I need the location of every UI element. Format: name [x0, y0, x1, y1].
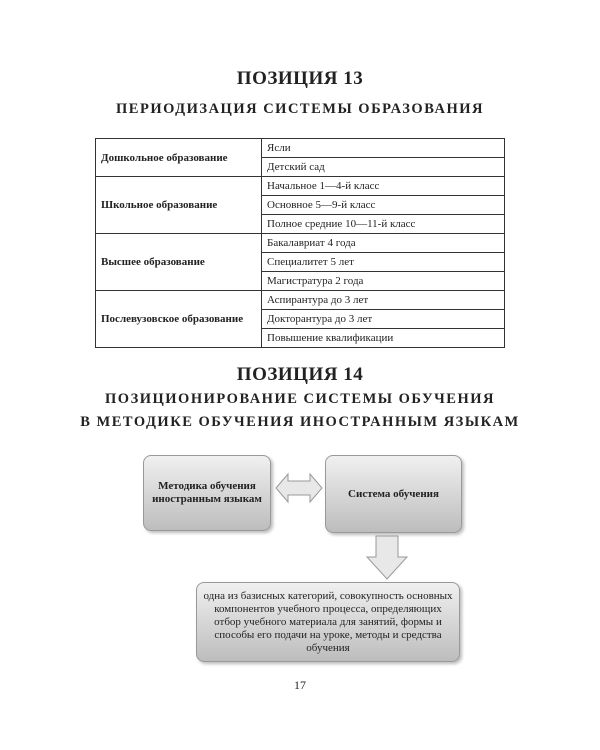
item-cell: Повышение квалификации — [262, 329, 505, 348]
item-cell: Детский сад — [262, 158, 505, 177]
table-row — [96, 291, 505, 310]
item-cell: Ясли — [262, 139, 505, 158]
item-cell: Специалитет 5 лет — [262, 253, 505, 272]
category-cell: Дошкольное образование — [96, 139, 262, 177]
page-number: 17 — [294, 678, 306, 692]
category-cell: Школьное образование — [96, 177, 262, 234]
definition-box: одна из базисных категорий, совокупность основных компонентов учебного процесса, определяющих отбор учебного материала для занятий, формы и способы его подачи на уроке, методы и средства обучения — [196, 582, 460, 662]
category-cell: Послевузовское образование — [96, 291, 262, 348]
section-13-subtitle: ПЕРИОДИЗАЦИЯ СИСТЕМЫ ОБРАЗОВАНИЯ — [116, 101, 484, 117]
table-row — [96, 234, 505, 253]
learning-system-box: Система обучения — [325, 455, 462, 533]
education-periodization-table — [95, 138, 505, 348]
item-cell: Магистратура 2 года — [262, 272, 505, 291]
double-arrow-icon — [274, 470, 324, 506]
methodology-box: Методика обучения иностранным языкам — [143, 455, 271, 531]
item-cell: Полное средние 10—11-й класс — [262, 215, 505, 234]
item-cell: Начальное 1—4-й класс — [262, 177, 505, 196]
category-cell: Высшее образование — [96, 234, 262, 291]
table-row — [96, 177, 505, 196]
table-row — [96, 139, 505, 158]
section-13-title: ПОЗИЦИЯ 13 — [236, 68, 364, 89]
item-cell: Аспирантура до 3 лет — [262, 291, 505, 310]
item-cell: Основное 5—9-й класс — [262, 196, 505, 215]
item-cell: Докторантура до 3 лет — [262, 310, 505, 329]
section-14-subtitle-line2: В МЕТОДИКЕ ОБУЧЕНИЯ ИНОСТРАННЫМ ЯЗЫКАМ — [80, 414, 520, 430]
item-cell: Бакалавриат 4 года — [262, 234, 505, 253]
down-arrow-icon — [366, 535, 408, 580]
section-14-title: ПОЗИЦИЯ 14 — [236, 364, 364, 385]
section-14-subtitle-line1: ПОЗИЦИОНИРОВАНИЕ СИСТЕМЫ ОБУЧЕНИЯ — [105, 391, 495, 407]
